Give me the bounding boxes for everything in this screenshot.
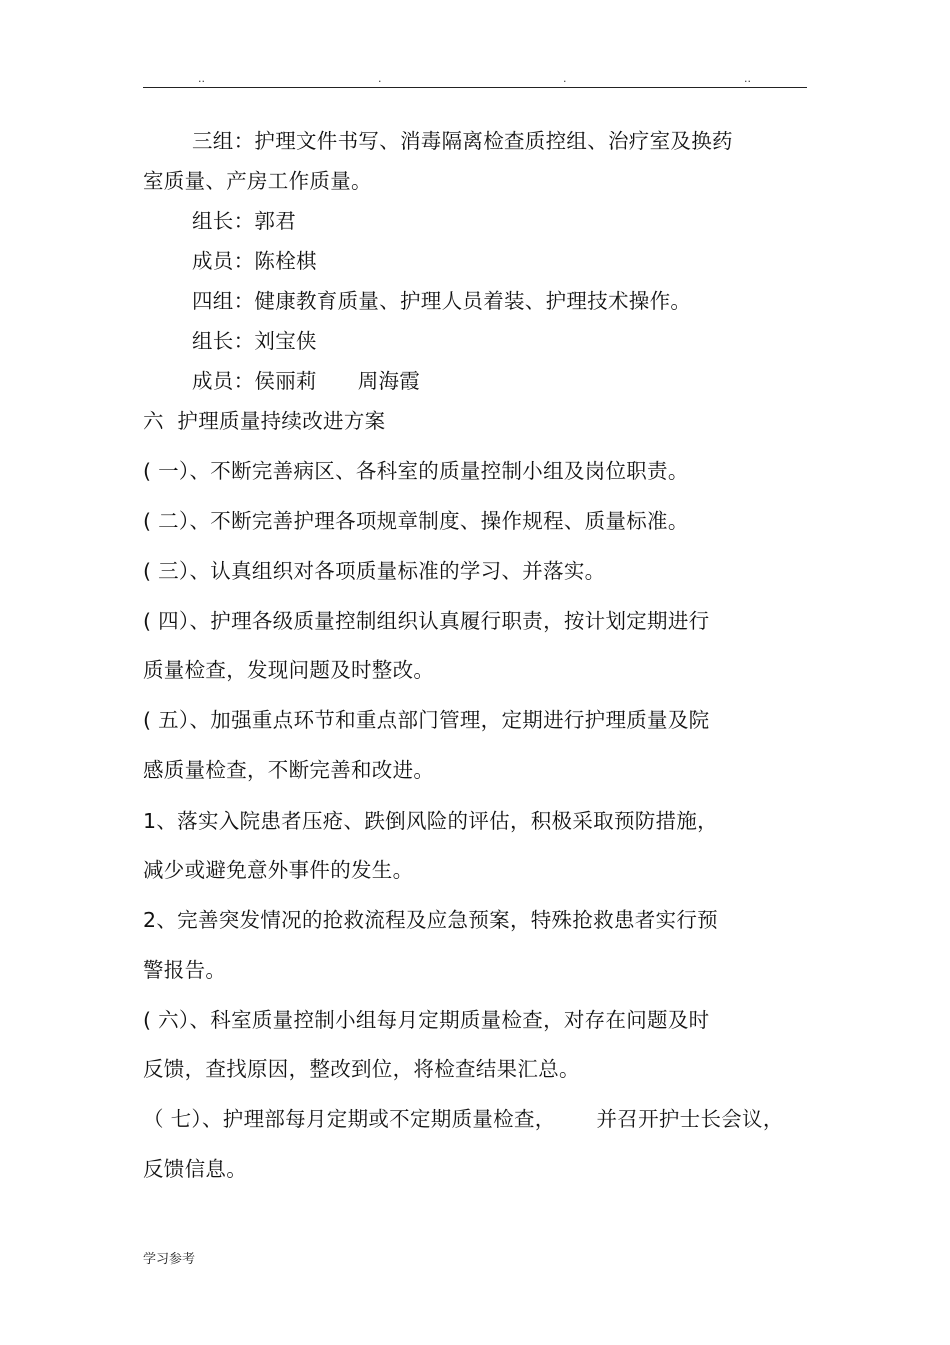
- group-four-members: 成员：侯丽莉 周海霞: [192, 369, 421, 393]
- item-seven: （ 七）、护理部每月定期或不定期质量检查， 并召开护士长会议，: [143, 1107, 784, 1131]
- subitem-two: 2、完善突发情况的抢救流程及应急预案，特殊抢救患者实行预: [143, 908, 718, 932]
- page-footer-label: 学习参考: [143, 1252, 196, 1267]
- item-one: ( 一）、不断完善病区、各科室的质量控制小组及岗位职责。: [143, 459, 689, 483]
- group-three-heading: 三组：护理文件书写、消毒隔离检查质控组、治疗室及换药: [192, 129, 733, 153]
- item-six: ( 六）、科室质量控制小组每月定期质量检查，对存在问题及时: [143, 1008, 710, 1032]
- item-four-cont: 质量检查，发现问题及时整改。: [143, 658, 435, 682]
- item-four: ( 四）、护理各级质量控制组织认真履行职责，按计划定期进行: [143, 609, 710, 633]
- header-mark-4: ..: [744, 72, 751, 85]
- item-five-cont: 感质量检查，不断完善和改进。: [143, 758, 435, 782]
- subitem-two-cont: 警报告。: [143, 958, 227, 982]
- subitem-one-cont: 减少或避免意外事件的发生。: [143, 858, 414, 882]
- header-mark-3: .: [563, 72, 567, 85]
- group-four-leader: 组长：刘宝侠: [192, 329, 317, 353]
- header-mark-1: ..: [198, 72, 205, 85]
- group-three-members: 成员：陈栓棋: [192, 249, 317, 273]
- item-five: ( 五）、加强重点环节和重点部门管理，定期进行护理质量及院: [143, 708, 710, 732]
- header-mark-2: .: [378, 72, 382, 85]
- item-three: ( 三）、认真组织对各项质量标准的学习、并落实。: [143, 559, 606, 583]
- item-six-cont: 反馈，查找原因，整改到位，将检查结果汇总。: [143, 1057, 580, 1081]
- subitem-one: 1、落实入院患者压疮、跌倒风险的评估，积极采取预防措施，: [143, 809, 718, 833]
- group-three-leader: 组长：郭君: [192, 209, 296, 233]
- item-seven-cont: 反馈信息。: [143, 1157, 247, 1181]
- group-four-heading: 四组：健康教育质量、护理人员着装、护理技术操作。: [192, 289, 692, 313]
- page-header-marks: [0, 72, 950, 86]
- group-three-heading-cont: 室质量、产房工作质量。: [143, 169, 372, 193]
- section-six-title: 六 护理质量持续改进方案: [143, 409, 386, 433]
- item-two: ( 二）、不断完善护理各项规章制度、操作规程、质量标准。: [143, 509, 689, 533]
- header-divider: [143, 87, 807, 88]
